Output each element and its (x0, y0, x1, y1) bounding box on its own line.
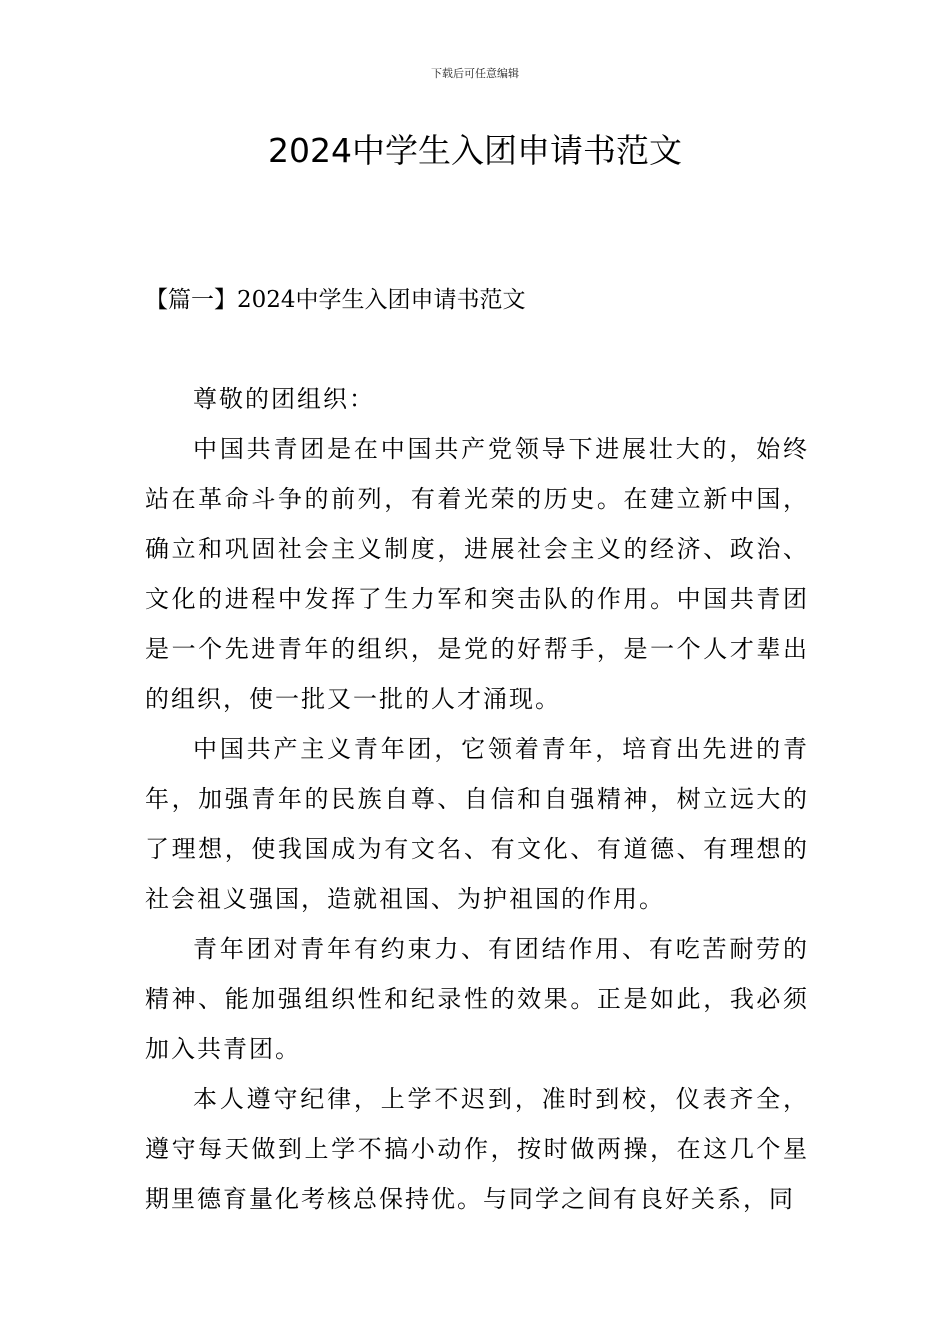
document-body (145, 374, 809, 1224)
salutation: 尊敬的团组织： (193, 385, 375, 413)
paragraph-4: 本人遵守纪律，上学不迟到，准时到校，仪表齐全，遵守每天做到上学不搞小动作，按时做两操，在这几个星期里德育量化考核总保持优。与同学之间有良好关系，同 (145, 1085, 809, 1213)
document-title: 2024中学生入团申请书范文 (268, 131, 682, 170)
paragraph-2: 中国共产主义青年团，它领着青年，培育出先进的青年，加强青年的民族自尊、自信和自强精神，树立远大的了理想，使我国成为有文名、有文化、有道德、有理想的社会祖义强国，造就祖国、为护祖国的作用。 (145, 735, 809, 913)
paragraph-3: 青年团对青年有约束力、有团结作用、有吃苦耐劳的精神、能加强组织性和纪录性的效果。正是如此，我必须加入共青团。 (145, 935, 809, 1063)
header-note: 下载后可任意编辑 (431, 67, 519, 80)
paragraph-1: 中国共青团是在中国共产党领导下进展壮大的，始终站在革命斗争的前列，有着光荣的历史。在建立新中国，确立和巩固社会主义制度，进展社会主义的经济、政治、文化的进程中发挥了生力军和突击队的作用。中国共青团是一个先进青年的组织，是党的好帮手，是一个人才辈出的组织，使一批又一批的人才涌现。 (145, 435, 809, 713)
section-heading: 【篇一】2024中学生入团申请书范文 (145, 287, 526, 313)
